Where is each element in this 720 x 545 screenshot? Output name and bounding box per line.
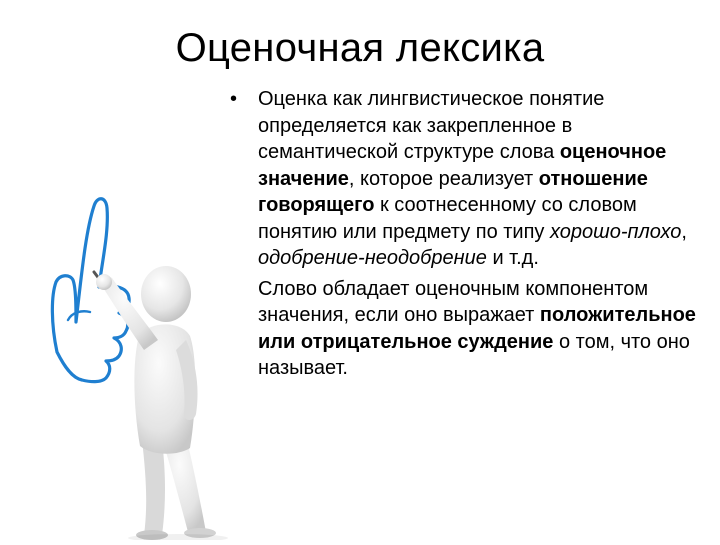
text-run: Оценка как лингвистическое понятие определяется как закрепленное в семантической структуре слова bbox=[258, 88, 605, 163]
text-run: о том, что оно называет. bbox=[258, 330, 690, 379]
text-run: , bbox=[681, 220, 687, 243]
person-figure bbox=[96, 266, 228, 540]
bold-term-evaluative-meaning: оценочное значение bbox=[258, 141, 667, 190]
text-run: Слово обладает оценочным компонентом значения, если оно выражает bbox=[258, 277, 649, 326]
bullet-marker: • bbox=[230, 88, 238, 110]
text-run: к соотнесенному со словом понятию или предмету по типу bbox=[258, 194, 637, 243]
italic-example-good-bad: хорошо-плохо bbox=[549, 220, 682, 243]
bullet-paragraph-1 bbox=[230, 86, 708, 272]
thumbs-up-icon bbox=[30, 190, 240, 540]
paragraph-2 bbox=[258, 276, 708, 382]
slide-title: Оценочная лексика bbox=[175, 26, 545, 70]
bold-term-speaker-attitude: отношение говорящего bbox=[258, 167, 648, 216]
slide-body bbox=[230, 86, 708, 382]
text-run: , которое реализует bbox=[348, 167, 539, 190]
bold-term-judgment: положительное или отрицательное суждение bbox=[258, 304, 696, 353]
person-drawing-thumbs-up-illustration bbox=[30, 190, 240, 540]
text-run: и т.д. bbox=[486, 247, 539, 269]
italic-example-approval: одобрение-неодобрение bbox=[258, 247, 487, 269]
